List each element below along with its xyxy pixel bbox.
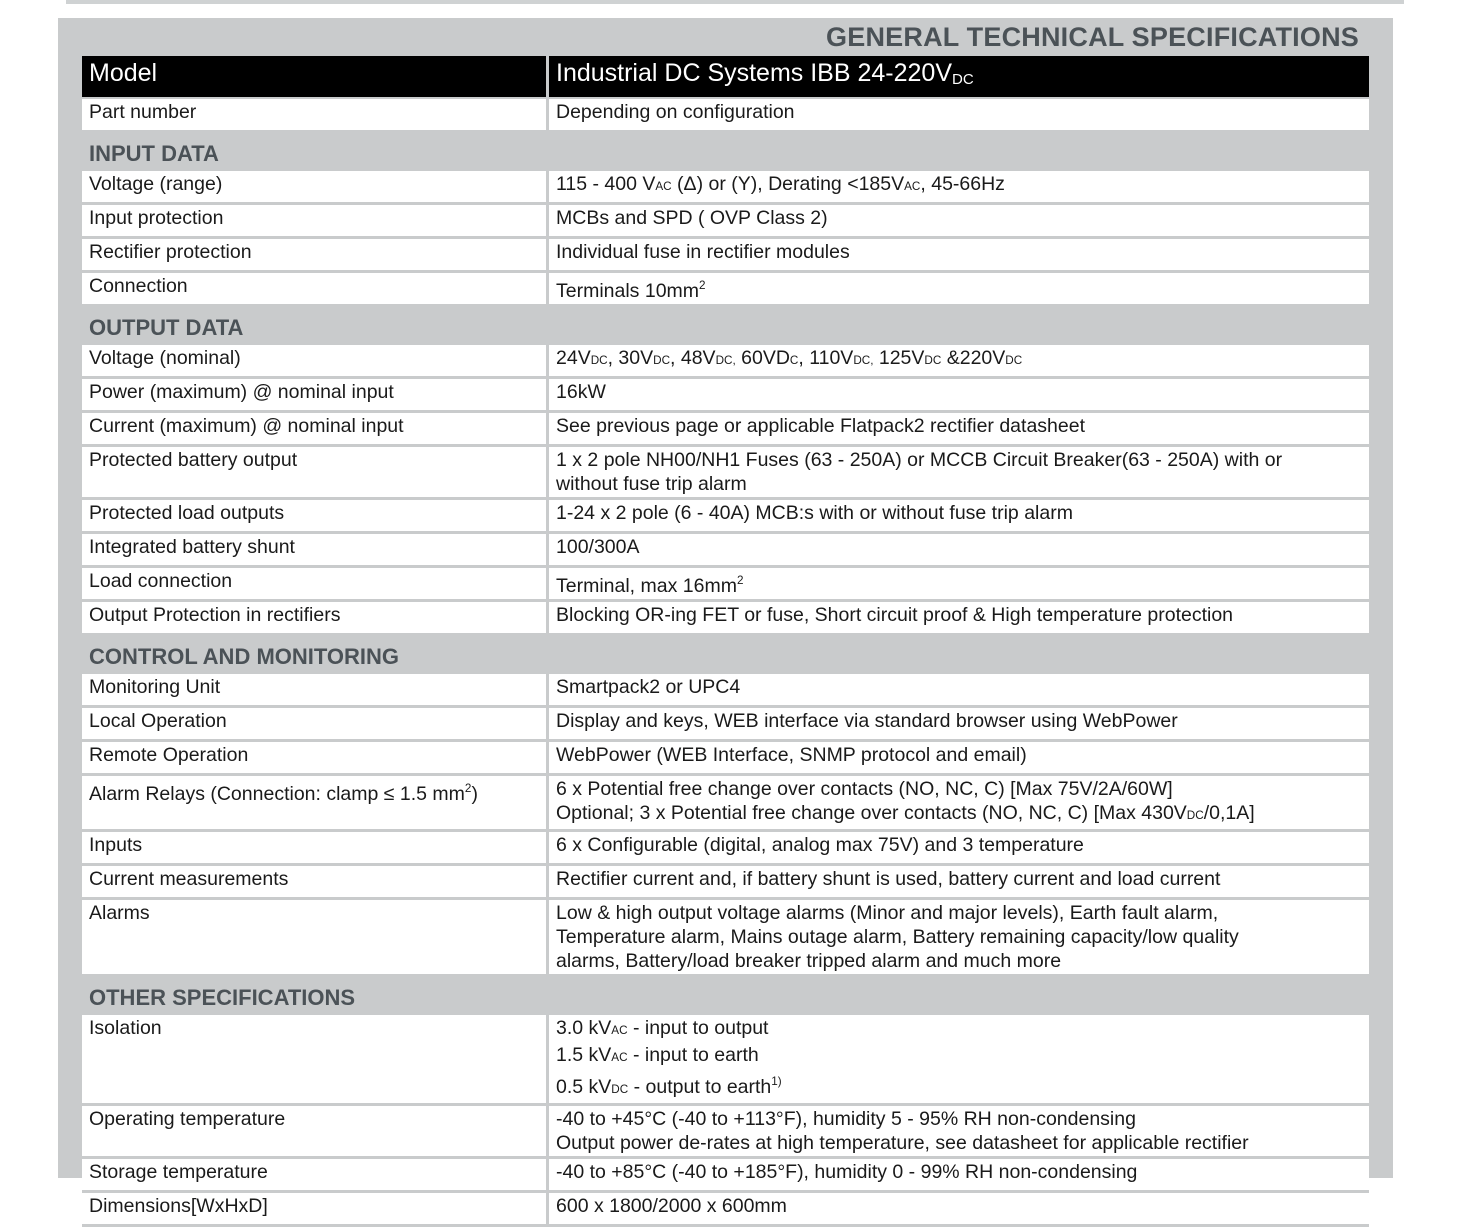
local-operation-value: Display and keys, WEB interface via standard browser using WebPower xyxy=(546,708,1369,742)
output-protection-value: Blocking OR-ing FET or fuse, Short circuit proof & High temperature protection xyxy=(546,602,1369,636)
table-row xyxy=(82,273,1369,307)
section-input-data xyxy=(82,133,1369,171)
operating-temperature-label: Operating temperature xyxy=(82,1106,546,1159)
section-other xyxy=(82,977,1369,1015)
table-row xyxy=(82,568,1369,602)
table-row xyxy=(82,345,1369,379)
remote-operation-value: WebPower (WEB Interface, SNMP protocol and email) xyxy=(546,742,1369,776)
alarms-label: Alarms xyxy=(82,900,546,977)
input-protection-value: MCBs and SPD ( OVP Class 2) xyxy=(546,205,1369,239)
table-row xyxy=(82,413,1369,447)
section-heading: OUTPUT DATA xyxy=(82,307,1369,345)
table-row xyxy=(82,99,1369,133)
top-rule xyxy=(66,0,1404,4)
storage-temperature-label: Storage temperature xyxy=(82,1159,546,1193)
alarm-relays-label: Alarm Relays (Connection: clamp ≤ 1.5 $mm^2$) xyxy=(82,776,546,832)
power-label: Power (maximum) @ nominal input xyxy=(82,379,546,413)
section-heading: OTHER SPECIFICATIONS xyxy=(82,977,1369,1015)
section-control xyxy=(82,636,1369,674)
storage-temperature-value: -40 to +85°C (-40 to +185°F), humidity 0 - 99% RH non-condensing xyxy=(546,1159,1369,1193)
local-operation-label: Local Operation xyxy=(82,708,546,742)
load-connection-label: Load connection xyxy=(82,568,546,602)
table-row xyxy=(82,708,1369,742)
monitoring-unit-value: Smartpack2 or UPC4 xyxy=(546,674,1369,708)
current-measurements-label: Current measurements xyxy=(82,866,546,900)
load-outputs-label: Protected load outputs xyxy=(82,500,546,534)
table-row xyxy=(82,1159,1369,1193)
table-row xyxy=(82,602,1369,636)
section-heading: CONTROL AND MONITORING xyxy=(82,636,1369,674)
battery-output-label: Protected battery output xyxy=(82,447,546,500)
load-outputs-value: 1-24 x 2 pole (6 - 40A) MCB:s with or without fuse trip alarm xyxy=(546,500,1369,534)
table-row xyxy=(82,447,1369,500)
table-row xyxy=(82,379,1369,413)
table-row xyxy=(82,776,1369,832)
input-protection-label: Input protection xyxy=(82,205,546,239)
model-value: Industrial DC Systems IBB $24-220V_{DC}$ xyxy=(546,56,1369,99)
connection-value: Terminals $10mm^2$ xyxy=(546,273,1369,307)
table-row xyxy=(82,742,1369,776)
isolation-label: Isolation xyxy=(82,1015,546,1106)
table-row xyxy=(82,534,1369,568)
spec-table xyxy=(82,56,1369,1227)
model-row xyxy=(82,56,1369,99)
battery-output-value: 1 x 2 pole NH00/NH1 Fuses (63 - 250A) or MCCB Circuit Breaker(63 - 250A) with or without fuse trip alarm xyxy=(546,447,1369,500)
power-value: 16kW xyxy=(546,379,1369,413)
dimensions-label: Dimensions[WxHxD] xyxy=(82,1193,546,1227)
table-row xyxy=(82,866,1369,900)
table-row xyxy=(82,1015,1369,1106)
part-number-value: Depending on configuration xyxy=(546,99,1369,133)
table-row xyxy=(82,1193,1369,1227)
alarms-value: Low & high output voltage alarms (Minor and major levels), Earth fault alarm, Temperature alarm, Mains outage alarm, Battery remaining capacity/low quality alarms, Battery/load breaker tripped alarm and much more xyxy=(546,900,1369,977)
table-row xyxy=(82,239,1369,273)
model-label: Model xyxy=(82,56,546,99)
remote-operation-label: Remote Operation xyxy=(82,742,546,776)
battery-shunt-label: Integrated battery shunt xyxy=(82,534,546,568)
dimensions-value: 600 x 1800/2000 x 600mm xyxy=(546,1193,1369,1227)
output-voltage-value: 24VDC, 30VDC, 48VDC, 60VDC, 110VDC, 125VDC &220VDC xyxy=(546,345,1369,379)
connection-label: Connection xyxy=(82,273,546,307)
operating-temperature-value: -40 to +45°C (-40 to +113°F), humidity 5 - 95% RH non-condensing Output power de-rates at high temperature, see datasheet for applicable rectifier xyxy=(546,1106,1369,1159)
part-number-label: Part number xyxy=(82,99,546,133)
rectifier-protection-label: Rectifier protection xyxy=(82,239,546,273)
alarm-relays-value: 6 x Potential free change over contacts (NO, NC, C) [Max 75V/2A/60W] Optional; 3 x Potential free change over contacts (NO, NC, C) [Max 430VDC/0,1A] xyxy=(546,776,1369,832)
current-label: Current (maximum) @ nominal input xyxy=(82,413,546,447)
table-row xyxy=(82,674,1369,708)
table-row xyxy=(82,500,1369,534)
output-protection-label: Output Protection in rectifiers xyxy=(82,602,546,636)
table-row xyxy=(82,900,1369,977)
load-connection-value: Terminal, $\max 16mm^2$ xyxy=(546,568,1369,602)
table-row xyxy=(82,205,1369,239)
current-value: See previous page or applicable Flatpack2 rectifier datasheet xyxy=(546,413,1369,447)
current-measurements-value: Rectifier current and, if battery shunt is used, battery current and load current xyxy=(546,866,1369,900)
spec-panel xyxy=(58,18,1393,1217)
input-voltage-label: Voltage (range) xyxy=(82,171,546,205)
rectifier-protection-value: Individual fuse in rectifier modules xyxy=(546,239,1369,273)
table-row xyxy=(82,171,1369,205)
section-output-data xyxy=(82,307,1369,345)
isolation-value: 3.0 kVAC - input to output 1.5 kVAC - input to earth 0.5 kVDC - output to earth$^{1)}$ xyxy=(546,1015,1369,1106)
input-voltage-value: 115 - 400 VAC (Δ) or (Y), Derating <185VAC, 45-66Hz xyxy=(546,171,1369,205)
monitoring-unit-label: Monitoring Unit xyxy=(82,674,546,708)
inputs-label: Inputs xyxy=(82,832,546,866)
table-row xyxy=(82,832,1369,866)
inputs-value: 6 x Configurable (digital, analog max 75V) and 3 temperature xyxy=(546,832,1369,866)
section-heading: INPUT DATA xyxy=(82,133,1369,171)
table-row xyxy=(82,1106,1369,1159)
battery-shunt-value: 100/300A xyxy=(546,534,1369,568)
output-voltage-label: Voltage (nominal) xyxy=(82,345,546,379)
page-title: GENERAL TECHNICAL SPECIFICATIONS xyxy=(826,22,1359,52)
